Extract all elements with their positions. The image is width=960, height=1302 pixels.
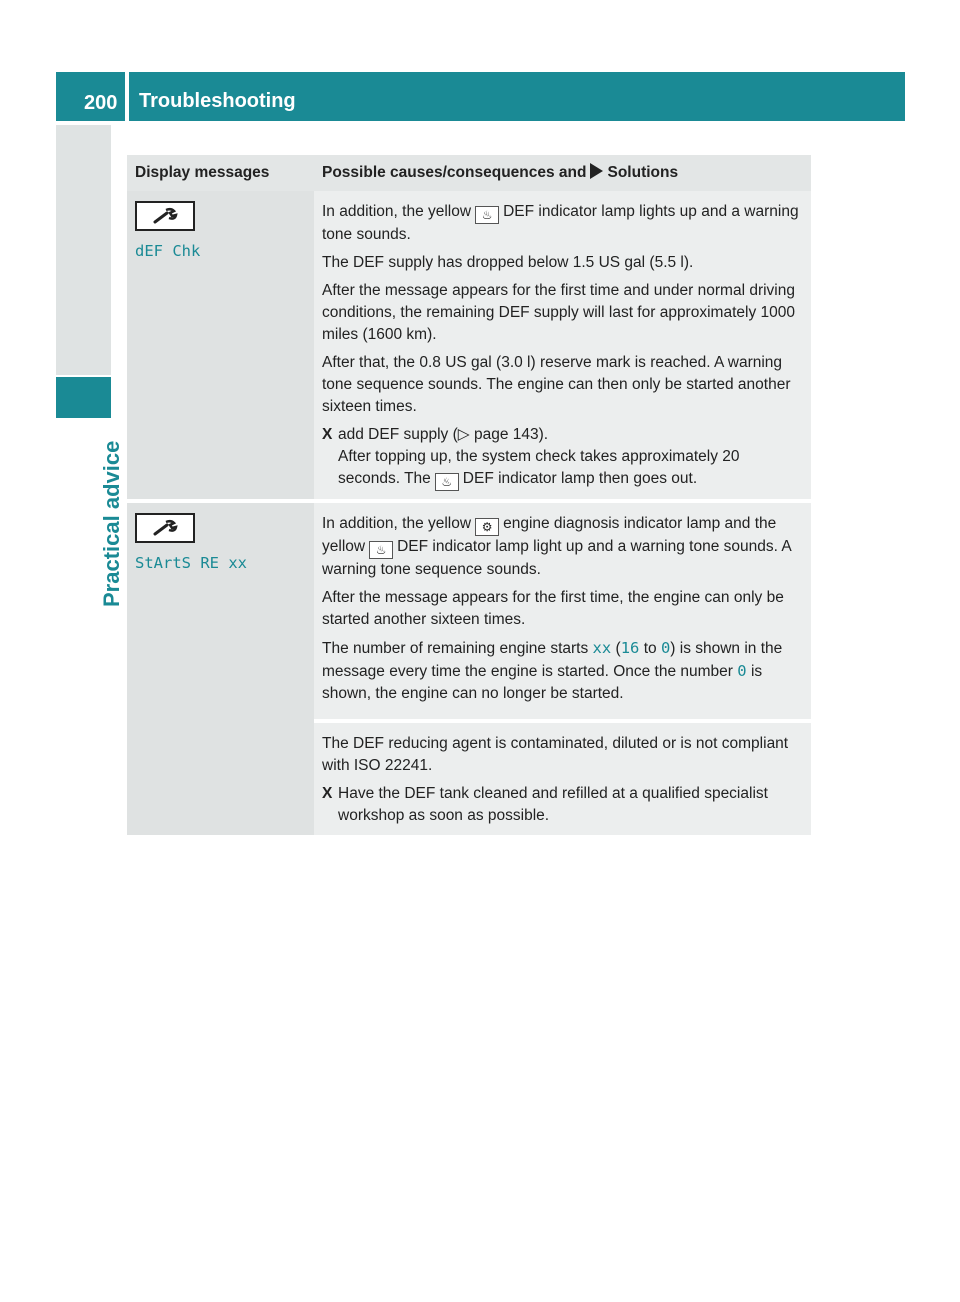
page-number: 200 — [56, 72, 125, 121]
solution-cell — [314, 191, 811, 499]
display-variable: 0 — [660, 639, 671, 657]
step-body — [338, 424, 803, 491]
table-row — [127, 191, 811, 499]
cause-paragraph: The DEF supply has dropped below 1.5 US gal (5.5 l). — [322, 254, 694, 271]
solution-step — [322, 424, 803, 491]
section-title: Troubleshooting — [129, 72, 905, 121]
step-note — [338, 446, 803, 491]
step-note-start: After topping up, the system check takes approximately 20 seconds. The — [338, 448, 740, 487]
table-row — [127, 503, 811, 719]
def-lamp-icon: ♨ — [475, 206, 499, 224]
column-header-display: Display messages — [127, 155, 314, 191]
lamp-intro — [322, 201, 803, 246]
lamp-intro-start: In addition, the yellow — [322, 203, 472, 220]
display-cell — [127, 191, 314, 499]
text-span: ( — [615, 640, 621, 657]
cause-paragraph: The DEF reducing agent is contaminated, diluted or is not compliant with ISO 22241. — [322, 735, 789, 774]
display-code: StArtS RE xx — [135, 554, 247, 572]
step-marker: X — [322, 785, 333, 802]
lamp-intro-end: DEF indicator lamp light up and a warning tone sounds. A warning tone sequence sounds. — [322, 538, 791, 578]
solution-cell — [314, 723, 811, 835]
wrench-icon — [135, 513, 195, 543]
cause-paragraph — [322, 637, 803, 705]
side-tab — [56, 377, 111, 418]
arrow-right-icon — [590, 163, 603, 179]
text-span: to — [643, 640, 657, 657]
display-code: dEF Chk — [135, 242, 201, 260]
cause-paragraph: After the message appears for the first time and under normal driving conditions, the remaining DEF supply will last for approximately 1000 miles (1600 km). — [322, 282, 795, 343]
step-note-end: DEF indicator lamp then goes out. — [462, 470, 698, 487]
lamp-intro-end: DEF indicator lamp lights up and a warning tone sounds. — [322, 203, 799, 243]
wrench-icon — [135, 201, 195, 231]
def-lamp-icon: ♨ — [435, 473, 459, 491]
column-header-solutions — [314, 155, 811, 191]
side-bar — [56, 125, 111, 375]
display-variable: 0 — [737, 662, 747, 680]
step-text: add DEF supply (▷ page 143). — [338, 426, 549, 443]
engine-diagnosis-icon: ⚙ — [475, 518, 499, 536]
display-variable: xx — [592, 639, 612, 657]
troubleshooting-table — [127, 155, 811, 835]
column-header-solutions-suffix: Solutions — [607, 164, 679, 181]
text-span: The number of remaining engine starts — [322, 640, 589, 657]
def-lamp-icon: ♨ — [369, 541, 393, 559]
solution-cell — [314, 503, 811, 719]
text-span: is shown, the engine can no longer be started. — [322, 663, 763, 702]
step-text: Have the DEF tank cleaned and refilled at a qualified specialist workshop as soon as possible. — [338, 785, 768, 824]
lamp-intro-start: In addition, the yellow — [322, 515, 472, 532]
table-header-row — [127, 155, 811, 191]
display-variable: 16 — [620, 639, 640, 657]
cause-paragraph: After the message appears for the first time, the engine can only be started another sixteen times. — [322, 589, 784, 628]
page-header — [56, 72, 905, 121]
side-label: Practical advice — [99, 440, 124, 607]
lamp-intro-middle: engine diagnosis indicator lamp and the yellow — [322, 515, 777, 555]
column-header-solutions-label: Possible causes/consequences and — [322, 164, 587, 181]
solution-step — [322, 783, 803, 827]
text-span: ) is shown in the message every time the engine is started. Once the number — [322, 640, 783, 680]
step-marker: X — [322, 426, 333, 443]
display-cell — [127, 503, 314, 835]
lamp-intro — [322, 513, 803, 581]
cause-paragraph: After that, the 0.8 US gal (3.0 l) reserve mark is reached. A warning tone sequence sounds. The engine can then only be started another sixteen times. — [322, 354, 791, 415]
